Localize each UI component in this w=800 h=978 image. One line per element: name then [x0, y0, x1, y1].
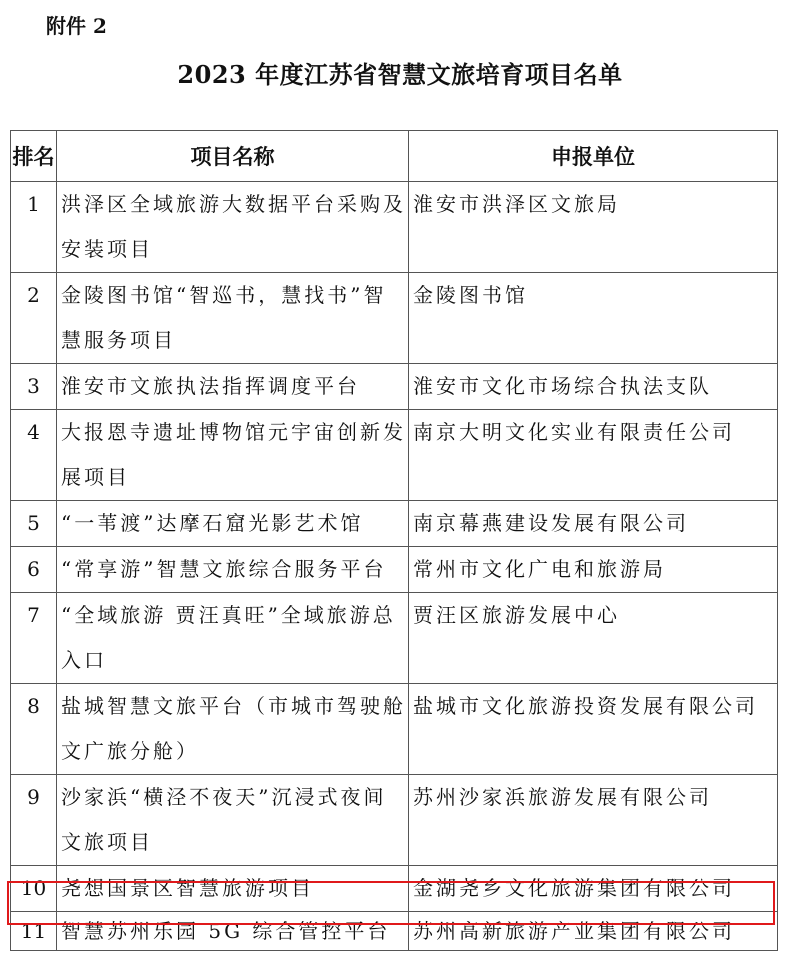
table-header-row	[11, 131, 778, 182]
column-header-project-name: 项目名称	[57, 131, 409, 182]
rank-cell: 4	[11, 410, 57, 501]
column-header-applicant: 申报单位	[409, 131, 778, 182]
table-row	[11, 912, 778, 951]
project-name-cell: 智慧苏州乐园 5G 综合管控平台	[57, 912, 409, 951]
applicant-cell: 南京大明文化实业有限责任公司	[409, 410, 778, 501]
project-name-cell: 洪泽区全域旅游大数据平台采购及安装项目	[57, 182, 409, 273]
table-row	[11, 684, 778, 775]
rank-cell: 10	[11, 866, 57, 912]
project-name-cell: “一苇渡”达摩石窟光影艺术馆	[57, 501, 409, 547]
table-row	[11, 775, 778, 866]
project-name-cell: 淮安市文旅执法指挥调度平台	[57, 364, 409, 410]
table-row	[11, 364, 778, 410]
table-row	[11, 273, 778, 364]
applicant-cell: 金陵图书馆	[409, 273, 778, 364]
project-name-cell: “常享游”智慧文旅综合服务平台	[57, 547, 409, 593]
applicant-cell: 苏州沙家浜旅游发展有限公司	[409, 775, 778, 866]
rank-cell: 2	[11, 273, 57, 364]
rank-cell: 11	[11, 912, 57, 951]
project-name-cell: 金陵图书馆“智巡书，慧找书”智慧服务项目	[57, 273, 409, 364]
rank-cell: 5	[11, 501, 57, 547]
table-row	[11, 182, 778, 273]
applicant-cell: 苏州高新旅游产业集团有限公司	[409, 912, 778, 951]
applicant-cell: 淮安市洪泽区文旅局	[409, 182, 778, 273]
project-name-cell: 沙家浜“横泾不夜天”沉浸式夜间文旅项目	[57, 775, 409, 866]
table-row	[11, 501, 778, 547]
table-row	[11, 593, 778, 684]
project-name-cell: 尧想国景区智慧旅游项目	[57, 866, 409, 912]
applicant-cell: 盐城市文化旅游投资发展有限公司	[409, 684, 778, 775]
applicant-cell: 淮安市文化市场综合执法支队	[409, 364, 778, 410]
rank-cell: 9	[11, 775, 57, 866]
table-row-highlighted	[11, 866, 778, 912]
table-row	[11, 410, 778, 501]
rank-cell: 6	[11, 547, 57, 593]
applicant-cell: 贾汪区旅游发展中心	[409, 593, 778, 684]
column-header-rank: 排名	[11, 131, 57, 182]
rank-cell: 7	[11, 593, 57, 684]
rank-cell: 3	[11, 364, 57, 410]
attachment-label: 附件 2	[46, 14, 107, 38]
applicant-cell: 金湖尧乡文化旅游集团有限公司	[409, 866, 778, 912]
document-title: 2023 年度江苏省智慧文旅培育项目名单	[177, 60, 623, 89]
project-name-cell: 大报恩寺遗址博物馆元宇宙创新发展项目	[57, 410, 409, 501]
applicant-cell: 常州市文化广电和旅游局	[409, 547, 778, 593]
rank-cell: 1	[11, 182, 57, 273]
project-name-cell: 盐城智慧文旅平台（市城市驾驶舱文广旅分舱）	[57, 684, 409, 775]
rank-cell: 8	[11, 684, 57, 775]
applicant-cell: 南京幕燕建设发展有限公司	[409, 501, 778, 547]
project-name-cell: “全域旅游 贾汪真旺”全域旅游总入口	[57, 593, 409, 684]
table-row	[11, 547, 778, 593]
project-list-table	[10, 130, 778, 951]
